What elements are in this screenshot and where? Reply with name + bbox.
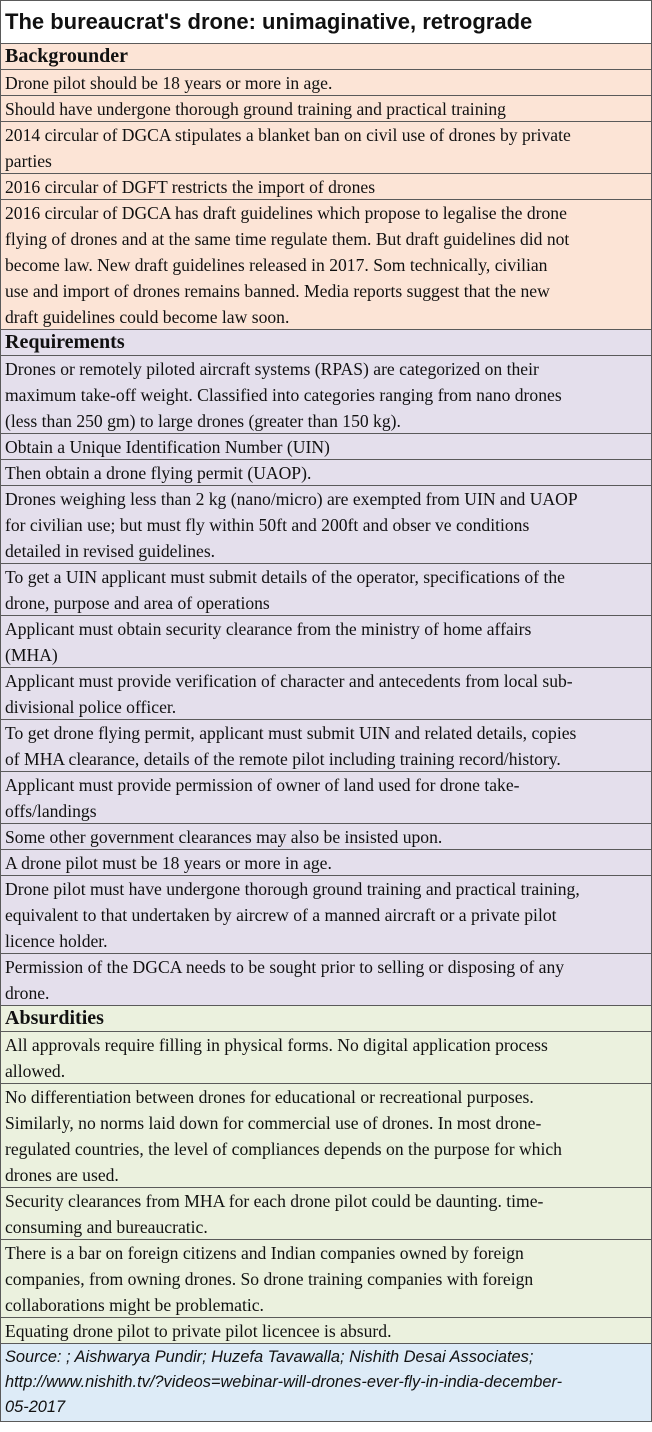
row-text: (less than 250 gm) to large drones (greater than 150 kg). [5, 411, 401, 431]
table-row [0, 850, 652, 876]
row-text: 2016 circular of DGCA has draft guidelines which propose to legalise the drone [5, 203, 567, 223]
table-row [0, 434, 652, 460]
source-text: 05-2017 [5, 1398, 66, 1416]
row-text: flying of drones and at the same time regulate them. But draft guidelines did not [5, 229, 570, 249]
table-row [0, 954, 652, 1006]
row-text: A drone pilot must be 18 years or more in age. [5, 853, 332, 873]
row-text: 2014 circular of DGCA stipulates a blanket ban on civil use of drones by private [5, 125, 571, 145]
table-row [0, 1032, 652, 1084]
table-row [0, 486, 652, 564]
row-text: Equating drone pilot to private pilot licencee is absurd. [5, 1321, 392, 1341]
row-text: 2016 circular of DGFT restricts the import of drones [5, 177, 376, 197]
row-text: Permission of the DGCA needs to be sought prior to selling or disposing of any [5, 957, 565, 977]
row-text: drone, purpose and area of operations [5, 593, 270, 613]
source-link[interactable]: http://www.nishith.tv/?videos=webinar-will-drones-ever-fly-in-india-december- [5, 1373, 563, 1391]
table-row [0, 70, 652, 96]
table-row [0, 1188, 652, 1240]
row-text: All approvals require filling in physical forms. No digital application process [5, 1035, 548, 1055]
row-text: of MHA clearance, details of the remote pilot including training record/history. [5, 749, 561, 769]
table-row [0, 96, 652, 122]
table-row [0, 876, 652, 954]
row-text: Drone pilot must have undergone thorough ground training and practical training, [5, 879, 580, 899]
row-text: Applicant must provide permission of owner of land used for drone take- [5, 775, 520, 795]
table-row [0, 174, 652, 200]
row-text: Some other government clearances may also be insisted upon. [5, 827, 443, 847]
row-text: licence holder. [5, 931, 108, 951]
row-text: There is a bar on foreign citizens and Indian companies owned by foreign [5, 1243, 524, 1263]
row-text: maximum take-off weight. Classified into categories ranging from nano drones [5, 385, 562, 405]
row-text: (MHA) [5, 645, 58, 665]
row-text: To get drone flying permit, applicant must submit UIN and related details, copies [5, 723, 577, 743]
section-heading-requirements: Requirements [0, 330, 652, 356]
table-row [0, 1318, 652, 1344]
table-row [0, 122, 652, 174]
section-heading-absurdities: Absurdities [0, 1006, 652, 1032]
row-text: Then obtain a drone flying permit (UAOP). [5, 463, 312, 483]
row-text: No differentiation between drones for educational or recreational purposes. [5, 1087, 534, 1107]
source-text: Source: ; Aishwarya Pundir; Huzefa Tavawalla; Nishith Desai Associates; [5, 1348, 534, 1366]
row-text: regulated countries, the level of compliances depends on the purpose for which [5, 1139, 562, 1159]
row-text: Applicant must obtain security clearance from the ministry of home affairs [5, 619, 532, 639]
row-text: allowed. [5, 1061, 66, 1081]
row-text: Should have undergone thorough ground training and practical training [5, 99, 506, 119]
table-row [0, 824, 652, 850]
table-row [0, 772, 652, 824]
row-text: drones are used. [5, 1165, 119, 1185]
row-text: Drones or remotely piloted aircraft systems (RPAS) are categorized on their [5, 359, 539, 379]
row-text: Applicant must provide verification of character and antecedents from local sub- [5, 671, 573, 691]
row-text: detailed in revised guidelines. [5, 541, 216, 561]
row-text: offs/landings [5, 801, 97, 821]
table-row [0, 1084, 652, 1188]
row-text: drone. [5, 983, 50, 1003]
table-row [0, 720, 652, 772]
row-text: Obtain a Unique Identification Number (UIN) [5, 437, 330, 457]
section-heading-backgrounder: Backgrounder [0, 44, 652, 70]
row-text: Security clearances from MHA for each drone pilot could be daunting. time- [5, 1191, 544, 1211]
source-note [0, 1344, 652, 1422]
table-row [0, 356, 652, 434]
table-row [0, 668, 652, 720]
table-row [0, 616, 652, 668]
row-text: parties [5, 151, 52, 171]
row-text: for civilian use; but must fly within 50ft and 200ft and obser ve conditions [5, 515, 530, 535]
row-text: become law. New draft guidelines released in 2017. Som technically, civilian [5, 255, 548, 275]
row-text: Drones weighing less than 2 kg (nano/micro) are exempted from UIN and UAOP [5, 489, 578, 509]
page-title: The bureaucrat's drone: unimaginative, retrograde [0, 0, 652, 44]
row-text: Drone pilot should be 18 years or more in age. [5, 73, 333, 93]
table-row [0, 200, 652, 330]
row-text: collaborations might be problematic. [5, 1295, 264, 1315]
row-text: Similarly, no norms laid down for commercial use of drones. In most drone- [5, 1113, 542, 1133]
row-text: use and import of drones remains banned. Media reports suggest that the new [5, 281, 550, 301]
row-text: equivalent to that undertaken by aircrew of a manned aircraft or a private pilot [5, 905, 557, 925]
row-text: draft guidelines could become law soon. [5, 307, 290, 327]
table-row [0, 564, 652, 616]
row-text: To get a UIN applicant must submit details of the operator, specifications of the [5, 567, 565, 587]
row-text: companies, from owning drones. So drone training companies with foreign [5, 1269, 534, 1289]
row-text: consuming and bureaucratic. [5, 1217, 208, 1237]
row-text: divisional police officer. [5, 697, 177, 717]
table-row [0, 1240, 652, 1318]
table-row [0, 460, 652, 486]
